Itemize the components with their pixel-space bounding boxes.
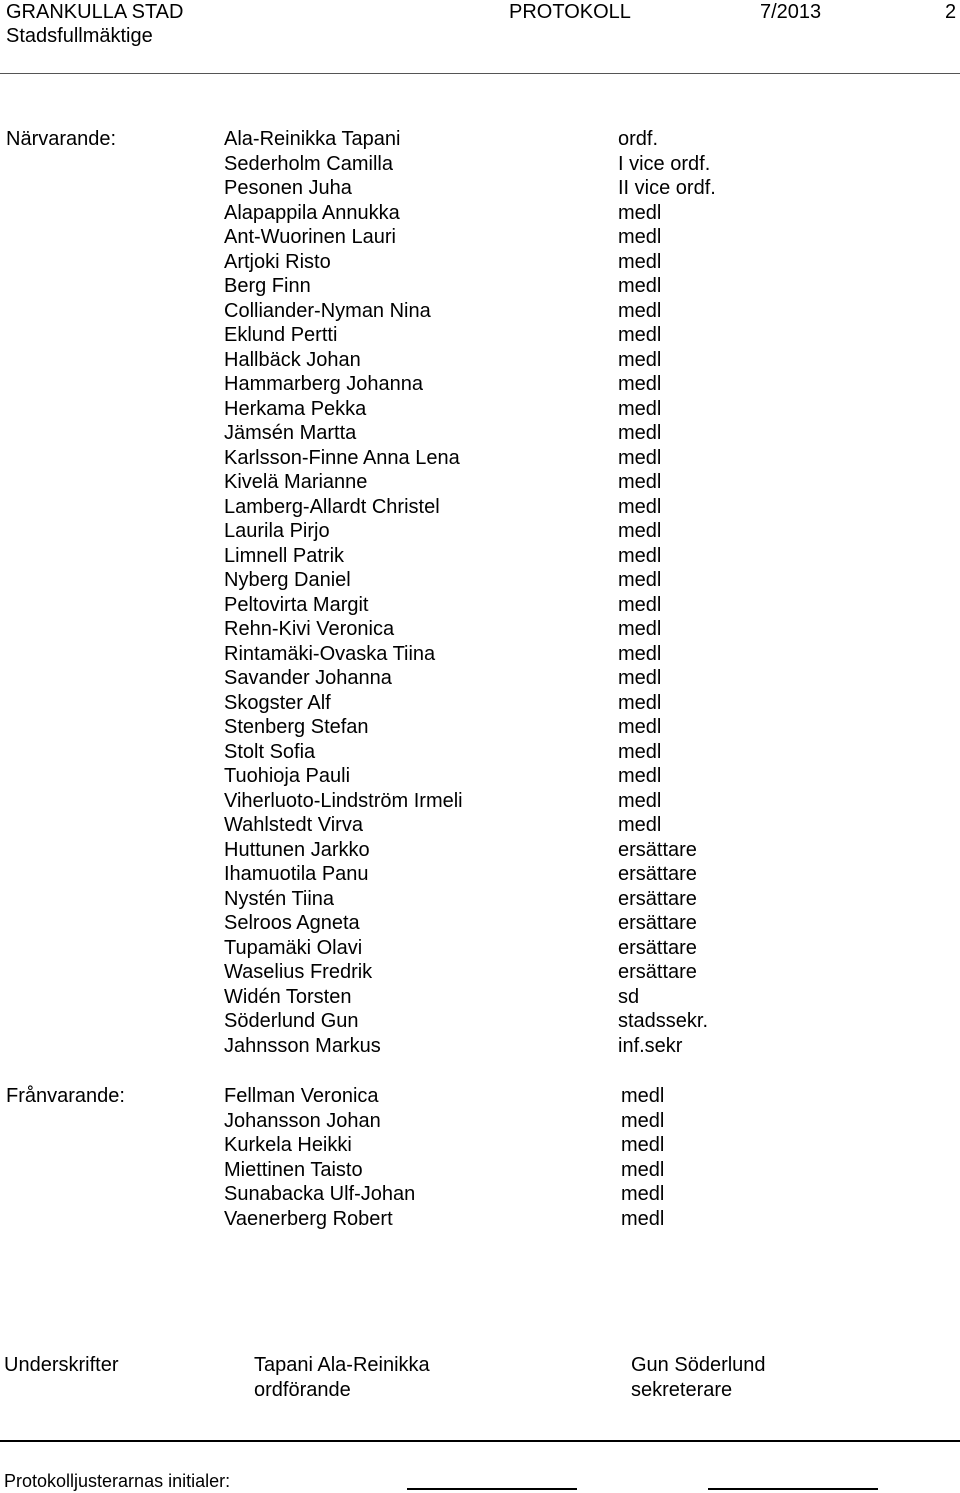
attendee-name: Kurkela Heikki bbox=[224, 1134, 352, 1156]
attendee-row bbox=[0, 1084, 960, 1109]
attendee-role: medl bbox=[618, 422, 662, 444]
attendee-name: Eklund Pertti bbox=[224, 324, 338, 346]
attendee-row bbox=[0, 421, 960, 446]
attendee-row bbox=[0, 470, 960, 495]
header-divider bbox=[0, 73, 960, 74]
attendee-role: medl bbox=[618, 814, 662, 836]
attendee-row bbox=[0, 838, 960, 863]
attendee-name: Nyberg Daniel bbox=[224, 569, 351, 591]
chair-signature-name: Tapani Ala-Reinikka bbox=[254, 1354, 430, 1376]
council-name: Stadsfullmäktige bbox=[6, 25, 153, 47]
attendee-row bbox=[0, 985, 960, 1010]
absent-list bbox=[0, 1084, 960, 1231]
attendee-row bbox=[0, 666, 960, 691]
attendee-name: Wahlstedt Virva bbox=[224, 814, 363, 836]
attendee-role: medl bbox=[618, 740, 662, 763]
attendee-role: medl bbox=[621, 1109, 665, 1132]
attendee-name: Sunabacka Ulf-Johan bbox=[224, 1183, 416, 1205]
attendee-name: Berg Finn bbox=[224, 275, 311, 297]
attendee-role: II vice ordf. bbox=[618, 177, 716, 199]
attendee-row bbox=[0, 348, 960, 373]
attendee-role: medl bbox=[618, 667, 662, 689]
attendee-row bbox=[0, 593, 960, 618]
attendee-name: Widén Torsten bbox=[224, 985, 352, 1008]
attendee-name: Ihamuotila Panu bbox=[224, 863, 369, 885]
attendee-role: medl bbox=[618, 618, 662, 640]
attendee-name: Alapappila Annukka bbox=[224, 201, 400, 224]
attendee-name: Waselius Fredrik bbox=[224, 961, 373, 983]
attendee-role: ersättare bbox=[618, 863, 697, 885]
attendee-row bbox=[0, 617, 960, 642]
attendee-name: Söderlund Gun bbox=[224, 1010, 359, 1032]
attendee-name: Miettinen Taisto bbox=[224, 1158, 363, 1181]
present-list bbox=[0, 127, 960, 1058]
attendee-name: Ala-Reinikka Tapani bbox=[224, 128, 401, 150]
attendee-row bbox=[0, 176, 960, 201]
attendee-row bbox=[0, 862, 960, 887]
attendee-name: Fellman Veronica bbox=[224, 1085, 379, 1107]
attendee-role: medl bbox=[618, 471, 662, 493]
attendee-role: stadssekr. bbox=[618, 1010, 709, 1032]
secretary-signature-title: sekreterare bbox=[631, 1379, 733, 1401]
attendee-name: Artjoki Risto bbox=[224, 250, 331, 273]
attendee-role: medl bbox=[618, 716, 662, 738]
attendee-row bbox=[0, 789, 960, 814]
absent-label: Frånvarande: bbox=[6, 1085, 125, 1107]
initials-label: Protokolljusterarnas initialer: bbox=[4, 1471, 231, 1491]
attendee-row bbox=[0, 887, 960, 912]
attendee-role: medl bbox=[618, 691, 662, 714]
attendee-role: ersättare bbox=[618, 936, 697, 959]
attendee-role: medl bbox=[618, 569, 662, 591]
present-label: Närvarande: bbox=[6, 128, 117, 150]
attendee-row bbox=[0, 495, 960, 520]
attendee-name: Pesonen Juha bbox=[224, 177, 352, 199]
page-number: 2 bbox=[945, 1, 957, 23]
attendee-role: medl bbox=[618, 520, 662, 542]
attendee-row bbox=[0, 225, 960, 250]
attendee-name: Tupamäki Olavi bbox=[224, 936, 363, 959]
attendee-name: Stolt Sofia bbox=[224, 740, 316, 763]
attendee-role: medl bbox=[618, 495, 662, 518]
attendee-name: Savander Johanna bbox=[224, 667, 392, 689]
attendee-name: Viherluoto-Lindström Irmeli bbox=[224, 789, 463, 812]
attendee-name: Rintamäki-Ovaska Tiina bbox=[224, 642, 436, 665]
attendee-row bbox=[0, 544, 960, 569]
attendee-role: medl bbox=[618, 544, 662, 567]
attendee-role: medl bbox=[618, 348, 662, 371]
attendee-row bbox=[0, 764, 960, 789]
footer-divider bbox=[0, 1440, 960, 1442]
attendee-role: medl bbox=[618, 593, 662, 616]
attendee-row bbox=[0, 250, 960, 275]
attendee-row bbox=[0, 813, 960, 838]
attendee-role: medl bbox=[618, 299, 662, 322]
attendee-row bbox=[0, 691, 960, 716]
attendee-role: medl bbox=[618, 275, 662, 297]
attendee-name: Tuohioja Pauli bbox=[224, 765, 351, 787]
attendee-name: Jämsén Martta bbox=[224, 422, 357, 444]
attendee-role: medl bbox=[618, 201, 662, 224]
attendee-role: ersättare bbox=[618, 887, 697, 910]
attendee-row bbox=[0, 397, 960, 422]
attendee-row bbox=[0, 568, 960, 593]
attendee-role: medl bbox=[618, 642, 662, 665]
attendee-name: Sederholm Camilla bbox=[224, 152, 393, 175]
attendee-role: medl bbox=[618, 324, 662, 346]
attendee-role: medl bbox=[621, 1207, 665, 1230]
attendee-row bbox=[0, 323, 960, 348]
attendee-role: medl bbox=[618, 446, 662, 469]
signatures-label: Underskrifter bbox=[4, 1354, 119, 1376]
attendee-row bbox=[0, 1158, 960, 1183]
attendee-row bbox=[0, 715, 960, 740]
attendee-role: medl bbox=[621, 1134, 665, 1156]
attendee-row bbox=[0, 911, 960, 936]
attendee-role: medl bbox=[618, 250, 662, 273]
attendee-row bbox=[0, 1034, 960, 1059]
attendee-name: Limnell Patrik bbox=[224, 544, 345, 567]
attendee-row bbox=[0, 740, 960, 765]
attendee-name: Hammarberg Johanna bbox=[224, 373, 423, 395]
attendee-role: medl bbox=[621, 1085, 665, 1107]
attendee-role: sd bbox=[618, 985, 640, 1008]
attendee-role: I vice ordf. bbox=[618, 152, 711, 175]
attendee-row bbox=[0, 1182, 960, 1207]
attendee-row bbox=[0, 1109, 960, 1134]
chair-signature-title: ordförande bbox=[254, 1379, 351, 1401]
attendee-row bbox=[0, 1133, 960, 1158]
attendee-name: Rehn-Kivi Veronica bbox=[224, 618, 395, 640]
attendee-role: ordf. bbox=[618, 128, 659, 150]
attendee-name: Stenberg Stefan bbox=[224, 716, 369, 738]
attendee-role: inf.sekr bbox=[618, 1034, 683, 1057]
attendee-row bbox=[0, 201, 960, 226]
attendee-name: Herkama Pekka bbox=[224, 397, 367, 420]
attendee-role: medl bbox=[618, 373, 662, 395]
attendee-name: Johansson Johan bbox=[224, 1109, 381, 1132]
attendee-role: ersättare bbox=[618, 912, 697, 934]
attendee-name: Colliander-Nyman Nina bbox=[224, 299, 431, 322]
attendee-name: Nystén Tiina bbox=[224, 887, 335, 910]
attendee-row bbox=[0, 936, 960, 961]
attendee-role: medl bbox=[618, 397, 662, 420]
attendee-name: Huttunen Jarkko bbox=[224, 838, 370, 861]
attendee-name: Hallbäck Johan bbox=[224, 348, 361, 371]
attendee-role: medl bbox=[621, 1183, 665, 1205]
attendee-name: Selroos Agneta bbox=[224, 912, 360, 934]
attendee-row bbox=[0, 642, 960, 667]
attendee-role: medl bbox=[621, 1158, 665, 1181]
attendee-role: medl bbox=[618, 789, 662, 812]
secretary-signature-name: Gun Söderlund bbox=[631, 1354, 766, 1376]
attendee-row bbox=[0, 274, 960, 299]
attendee-role: ersättare bbox=[618, 838, 697, 861]
attendee-role: medl bbox=[618, 765, 662, 787]
attendee-row bbox=[0, 1009, 960, 1034]
attendee-name: Karlsson-Finne Anna Lena bbox=[224, 446, 460, 469]
attendee-row bbox=[0, 372, 960, 397]
attendee-row bbox=[0, 446, 960, 471]
attendee-name: Skogster Alf bbox=[224, 691, 331, 714]
attendee-row bbox=[0, 127, 960, 152]
document-type: PROTOKOLL bbox=[509, 1, 631, 23]
attendee-row bbox=[0, 519, 960, 544]
protocol-number: 7/2013 bbox=[760, 1, 822, 23]
attendee-name: Kivelä Marianne bbox=[224, 471, 368, 493]
attendee-row bbox=[0, 152, 960, 177]
attendee-row bbox=[0, 299, 960, 324]
attendee-row bbox=[0, 1207, 960, 1232]
attendee-name: Vaenerberg Robert bbox=[224, 1207, 393, 1230]
attendee-name: Peltovirta Margit bbox=[224, 593, 369, 616]
attendee-row bbox=[0, 960, 960, 985]
attendee-name: Laurila Pirjo bbox=[224, 520, 330, 542]
attendee-name: Jahnsson Markus bbox=[224, 1034, 381, 1057]
organization-name: GRANKULLA STAD bbox=[6, 1, 184, 23]
attendee-name: Lamberg-Allardt Christel bbox=[224, 495, 440, 518]
attendee-role: medl bbox=[618, 226, 662, 248]
attendee-role: ersättare bbox=[618, 961, 697, 983]
attendee-name: Ant-Wuorinen Lauri bbox=[224, 226, 396, 248]
